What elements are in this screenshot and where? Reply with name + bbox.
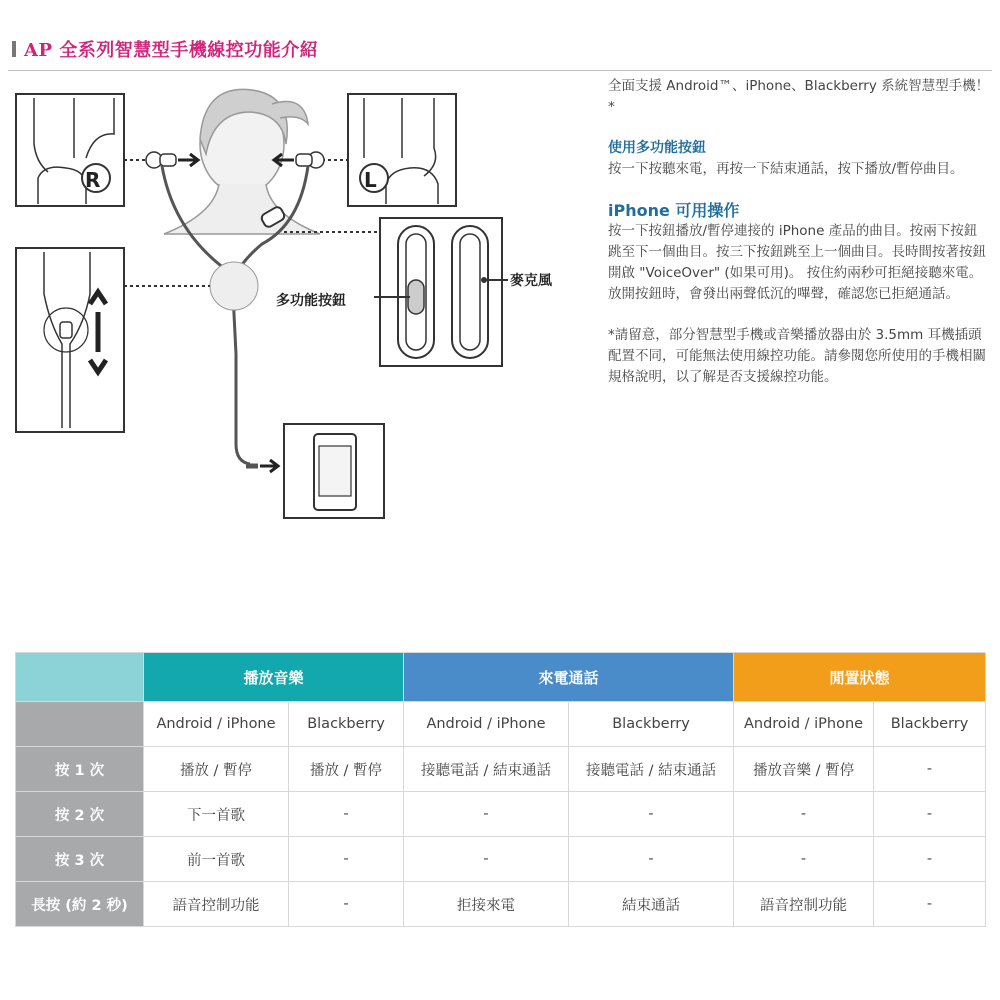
corner-cell	[16, 653, 144, 702]
table-cell: 拒接來電	[404, 882, 569, 927]
table-cell: -	[874, 882, 986, 927]
table-cell: 前一首歌	[144, 837, 289, 882]
table-cell: 播放 / 暫停	[144, 747, 289, 792]
table-cell: 播放 / 暫停	[289, 747, 404, 792]
subheader-corner	[16, 702, 144, 747]
row-label: 按 3 次	[16, 837, 144, 882]
table-cell: 語音控制功能	[734, 882, 874, 927]
table-cell: -	[289, 882, 404, 927]
note-text: *請留意，部分智慧型手機或音樂播放器由於 3.5mm 耳機插頭配置不同，可能無法使用線控功能。請參閱您所使用的手機相關規格說明，以了解是否支援線控功能。	[608, 327, 986, 385]
table-cell: -	[874, 837, 986, 882]
table-cell: -	[569, 837, 734, 882]
table-cell: 播放音樂 / 暫停	[734, 747, 874, 792]
table-cell: 語音控制功能	[144, 882, 289, 927]
table-row	[16, 882, 986, 927]
mic-label: 麥克風	[510, 273, 552, 289]
table-cell: 接聽電話 / 結束通話	[569, 747, 734, 792]
function-table	[15, 652, 986, 927]
table-row	[16, 792, 986, 837]
table-cell: -	[569, 792, 734, 837]
earphone-diagram	[14, 84, 586, 524]
section-title-iphone: iPhone 可用操作	[608, 201, 740, 220]
intro-text: 全面支援 Android™、iPhone、Blackberry 系統智慧型手機！*	[608, 78, 990, 115]
subheader-cell: Android / iPhone	[144, 702, 289, 747]
left-ear-label: L	[364, 168, 377, 192]
table-row	[16, 747, 986, 792]
info-panel	[608, 76, 990, 388]
table-cell: -	[874, 792, 986, 837]
header-bar	[12, 41, 16, 57]
table-cell: 結束通話	[569, 882, 734, 927]
row-label: 按 2 次	[16, 792, 144, 837]
right-ear-label: R	[85, 168, 101, 192]
table-cell: -	[289, 792, 404, 837]
table-cell: -	[734, 792, 874, 837]
page-header	[8, 30, 992, 71]
table-cell: 接聽電話 / 結束通話	[404, 747, 569, 792]
row-label: 長按 (約 2 秒)	[16, 882, 144, 927]
subheader-cell: Android / iPhone	[404, 702, 569, 747]
section-title-button: 使用多功能按鈕	[608, 140, 706, 156]
subheader-cell: Blackberry	[289, 702, 404, 747]
page-title: AP 全系列智慧型手機線控功能介紹	[24, 40, 319, 61]
subheader-row	[16, 702, 986, 747]
group-header-idle: 閒置狀態	[734, 653, 986, 702]
button-label: 多功能按鈕	[276, 293, 346, 309]
subheader-cell: Blackberry	[569, 702, 734, 747]
table-cell: -	[874, 747, 986, 792]
group-header-row	[16, 653, 986, 702]
table-cell: -	[734, 837, 874, 882]
table-cell: -	[289, 837, 404, 882]
table-cell: 下一首歌	[144, 792, 289, 837]
subheader-cell: Android / iPhone	[734, 702, 874, 747]
right-ear-box	[16, 94, 124, 206]
table-row	[16, 837, 986, 882]
group-header-music: 播放音樂	[144, 653, 404, 702]
row-label: 按 1 次	[16, 747, 144, 792]
table-cell: -	[404, 837, 569, 882]
table-cell: -	[404, 792, 569, 837]
section-text-button: 按一下按聽來電，再按一下結束通話，按下播放/暫停曲目。	[608, 161, 964, 177]
subheader-cell: Blackberry	[874, 702, 986, 747]
group-header-call: 來電通話	[404, 653, 734, 702]
section-text-iphone: 按一下按鈕播放/暫停連接的 iPhone 產品的曲目。按兩下按鈕跳至下一個曲目。按三下按鈕跳至上一個曲目。長時間按著按鈕開啟 "VoiceOver" (如果可用)。 按住約兩秒可拒絕接聽來電。放開按鈕時，會發出兩聲低沉的嗶聲，確認您已拒絕通話。	[608, 223, 986, 302]
